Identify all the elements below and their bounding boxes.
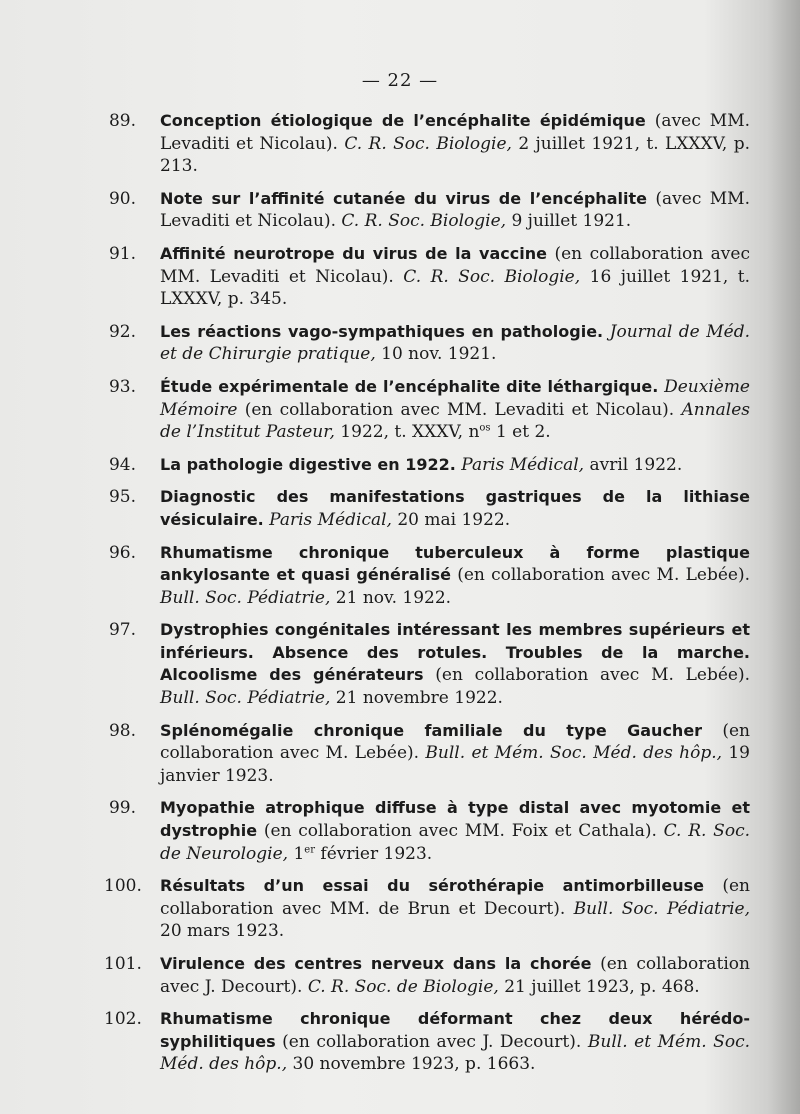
entry-number: 94. xyxy=(108,454,136,475)
entry-journal: Bull. et Mém. Soc. Méd. des hôp., xyxy=(160,1031,750,1075)
entry-number: 90. xyxy=(108,188,136,209)
entry-details: 30 novembre 1923, p. 1663. xyxy=(287,1054,536,1075)
bibliography-entry xyxy=(104,619,750,709)
entry-journal: Journal de Méd. et de Chirurgie pratique, xyxy=(160,321,750,365)
entry-superscript: er xyxy=(304,843,315,855)
entry-details: 21 novembre 1922. xyxy=(330,688,503,709)
bibliography-entry xyxy=(104,243,750,311)
entry-collaboration: (en collaboration avec M. Lebée). xyxy=(423,665,751,686)
entry-superscript: os xyxy=(479,422,491,434)
entry-title: Conception étiologique de l’encéphalite épidémique xyxy=(160,111,646,130)
entry-title: Myopathie atrophique diffuse à type distal avec myotomie et dystrophie xyxy=(160,798,750,841)
entry-title: Affinité neurotrope du virus de la vaccine xyxy=(160,243,547,263)
entry-collaboration: (en collaboration avec M. Lebée). xyxy=(450,565,750,586)
entry-title: Diagnostic des manifestations gastriques de la lithiase vésiculaire. xyxy=(160,487,750,529)
bibliography-entry xyxy=(104,797,750,865)
entry-journal: C. R. Soc. Biologie, xyxy=(341,211,507,232)
entry-details-continued: 1 et 2. xyxy=(490,422,551,443)
entry-journal: C. R. Soc. Biologie, xyxy=(403,266,581,287)
bibliography-entry xyxy=(104,542,750,610)
entry-journal: C. R. Soc. Biologie, xyxy=(344,133,512,154)
entry-details: 9 juillet 1921. xyxy=(506,211,632,232)
entry-details: 19 janvier 1923. xyxy=(160,743,751,786)
entry-number: 98. xyxy=(108,720,136,741)
entry-number: 99. xyxy=(108,798,136,819)
bibliography-list xyxy=(104,110,750,1086)
entry-journal: Annales de l’Institut Pasteur, xyxy=(160,399,750,443)
entry-title: Note sur l’affinité cutanée du virus de l’encéphalite xyxy=(160,188,647,208)
entry-journal: C. R. Soc. de Biologie, xyxy=(307,976,499,997)
bibliography-entry xyxy=(104,953,750,998)
entry-lead-italic: Deuxième Mémoire xyxy=(160,376,750,420)
entry-number: 92. xyxy=(108,321,136,342)
entry-journal: Bull. Soc. Pédiatrie, xyxy=(573,898,751,919)
entry-number: 95. xyxy=(108,487,136,508)
entry-number: 101. xyxy=(104,954,142,974)
entry-journal: Bull. Soc. Pédiatrie, xyxy=(160,587,331,608)
entry-details: 20 mars 1923. xyxy=(160,921,285,942)
entry-details: 10 nov. 1921. xyxy=(375,344,497,365)
bibliography-entry xyxy=(104,110,750,178)
entry-title: Virulence des centres nerveux dans la chorée xyxy=(160,954,592,973)
entry-number: 97. xyxy=(108,620,136,641)
entry-number: 93. xyxy=(108,376,136,397)
entry-journal: Paris Médical, xyxy=(461,454,585,475)
entry-number: 96. xyxy=(108,542,136,563)
entry-collaboration: (en collaboration avec MM. Levaditi et Nicolau). xyxy=(237,399,682,420)
bibliography-entry xyxy=(104,188,750,233)
entry-collaboration: (en collaboration avec J. Decourt). xyxy=(275,1031,588,1052)
entry-number: 91. xyxy=(108,243,136,264)
entry-title: Étude expérimentale de l’encéphalite dite léthargique. xyxy=(160,376,659,396)
entry-details: 21 nov. 1922. xyxy=(330,587,452,608)
entry-collaboration: (en collaboration avec MM. Levaditi et Nicolau). xyxy=(160,243,750,287)
entry-collaboration: (avec MM. Levaditi et Nicolau). xyxy=(160,188,750,232)
entry-details: 1922, t. XXXV, n xyxy=(334,422,480,443)
bibliography-entry xyxy=(104,454,750,477)
entry-journal: Bull. et Mém. Soc. Méd. des hôp., xyxy=(425,743,723,764)
entry-journal: Bull. Soc. Pédiatrie, xyxy=(160,688,331,709)
entry-title: La pathologie digestive en 1922. xyxy=(160,454,456,474)
bibliography-entry xyxy=(104,321,750,366)
entry-details: 21 juillet 1923, p. 468. xyxy=(498,976,700,997)
entry-title: Rhumatisme chronique déformant chez deux hérédo-syphilitiques xyxy=(160,1009,750,1051)
bibliography-entry xyxy=(104,1008,750,1076)
bibliography-entry xyxy=(104,875,750,943)
entry-number: 102. xyxy=(104,1009,142,1030)
entry-collaboration: (en collaboration avec MM. de Brun et Decourt). xyxy=(160,876,751,919)
entry-details: 2 juillet 1921, t. LXXXV, p. 213. xyxy=(160,133,751,177)
entry-journal: Paris Médical, xyxy=(269,509,392,530)
entry-title: Dystrophies congénitales intéressant les membres supérieurs et inférieurs. Absence des rotules. Troubles de la marche. Alcoolisme des générateurs xyxy=(160,620,750,685)
page-number: — 22 — xyxy=(361,70,439,91)
bibliography-entry xyxy=(104,720,750,788)
entry-details: 1 xyxy=(288,843,305,864)
entry-journal: C. R. Soc. de Neurologie, xyxy=(160,821,750,864)
entry-collaboration: (en collaboration avec J. Decourt). xyxy=(160,954,750,997)
entry-title: Rhumatisme chronique tuberculeux à forme plastique ankylosante et quasi généralisé xyxy=(160,542,750,585)
entry-details-continued: février 1923. xyxy=(315,843,433,864)
entry-title: Les réactions vago-sympathiques en pathologie. xyxy=(160,321,604,341)
entry-number: 89. xyxy=(108,111,136,131)
entry-details: avril 1922. xyxy=(584,454,683,475)
entry-collaboration: (avec MM. Levaditi et Nicolau). xyxy=(160,111,750,154)
entry-collaboration: (en collaboration avec MM. Foix et Cathala). xyxy=(257,821,664,842)
entry-number: 100. xyxy=(104,876,142,897)
entry-details: 20 mai 1922. xyxy=(391,509,511,530)
entry-details: 16 juillet 1921, t. LXXXV, p. 345. xyxy=(160,266,750,310)
entry-title: Splénomégalie chronique familiale du type Gaucher xyxy=(160,720,703,740)
entry-title: Résultats d’un essai du sérothérapie antimorbilleuse xyxy=(160,876,705,896)
bibliography-entry xyxy=(104,376,750,444)
bibliography-entry xyxy=(104,486,750,531)
entry-collaboration: (en collaboration avec M. Lebée). xyxy=(160,720,750,764)
